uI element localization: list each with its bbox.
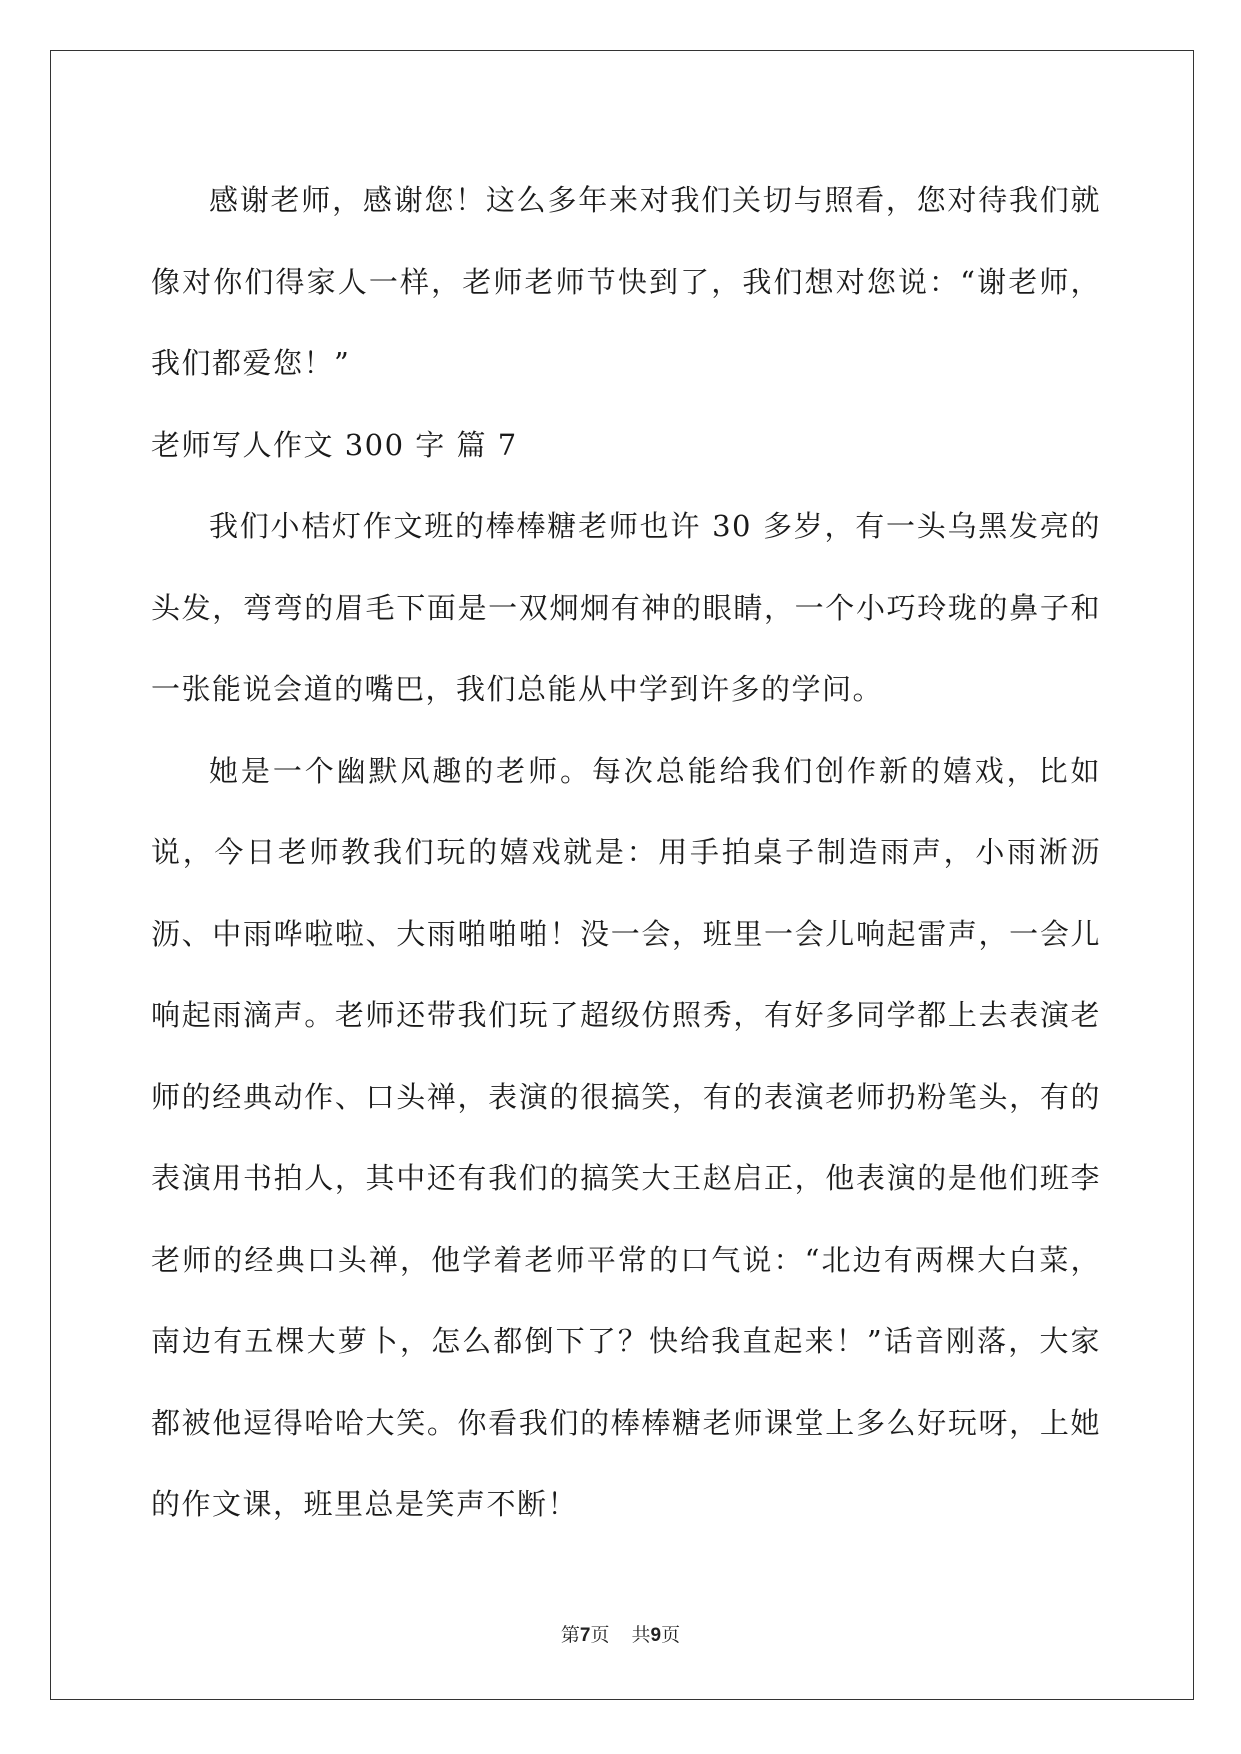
page-total-number: 9	[650, 1625, 662, 1646]
total-prefix: 共	[631, 1624, 651, 1646]
page-current-number: 7	[579, 1625, 591, 1646]
page-prefix: 第	[560, 1624, 580, 1646]
page-footer	[0, 1620, 1241, 1647]
total-suffix: 页	[661, 1624, 681, 1646]
document-body	[151, 160, 1101, 1546]
paragraph-1: 感谢老师，感谢您！这么多年来对我们关切与照看，您对待我们就像对你们得家人一样，老师老师节快到了，我们想对您说：“谢老师，我们都爱您！”	[151, 183, 1101, 380]
paragraph-3: 她是一个幽默风趣的老师。每次总能给我们创作新的嬉戏，比如说，今日老师教我们玩的嬉戏就是：用手拍桌子制造雨声，小雨淅沥沥、中雨哗啦啦、大雨啪啪啪！没一会，班里一会儿响起雷声，一会儿响起雨滴声。老师还带我们玩了超级仿照秀，有好多同学都上去表演老师的经典动作、口头禅，表演的很搞笑，有的表演老师扔粉笔头，有的表演用书拍人，其中还有我们的搞笑大王赵启正，他表演的是他们班李老师的经典口头禅，他学着老师平常的口气说：“北边有两棵大白菜，南边有五棵大萝卜，怎么都倒下了？快给我直起来！”话音刚落，大家都被他逗得哈哈大笑。你看我们的棒棒糖老师课堂上多么好玩呀，上她的作文课，班里总是笑声不断！	[151, 753, 1101, 1521]
section-heading: 老师写人作文 300 字 篇 7	[151, 427, 518, 462]
page-suffix: 页	[590, 1624, 610, 1646]
paragraph-2: 我们小桔灯作文班的棒棒糖老师也许 30 多岁，有一头乌黑发亮的头发，弯弯的眉毛下面是一双炯炯有神的眼睛，一个小巧玲珑的鼻子和一张能说会道的嘴巴，我们总能从中学到许多的学问。	[151, 509, 1101, 706]
